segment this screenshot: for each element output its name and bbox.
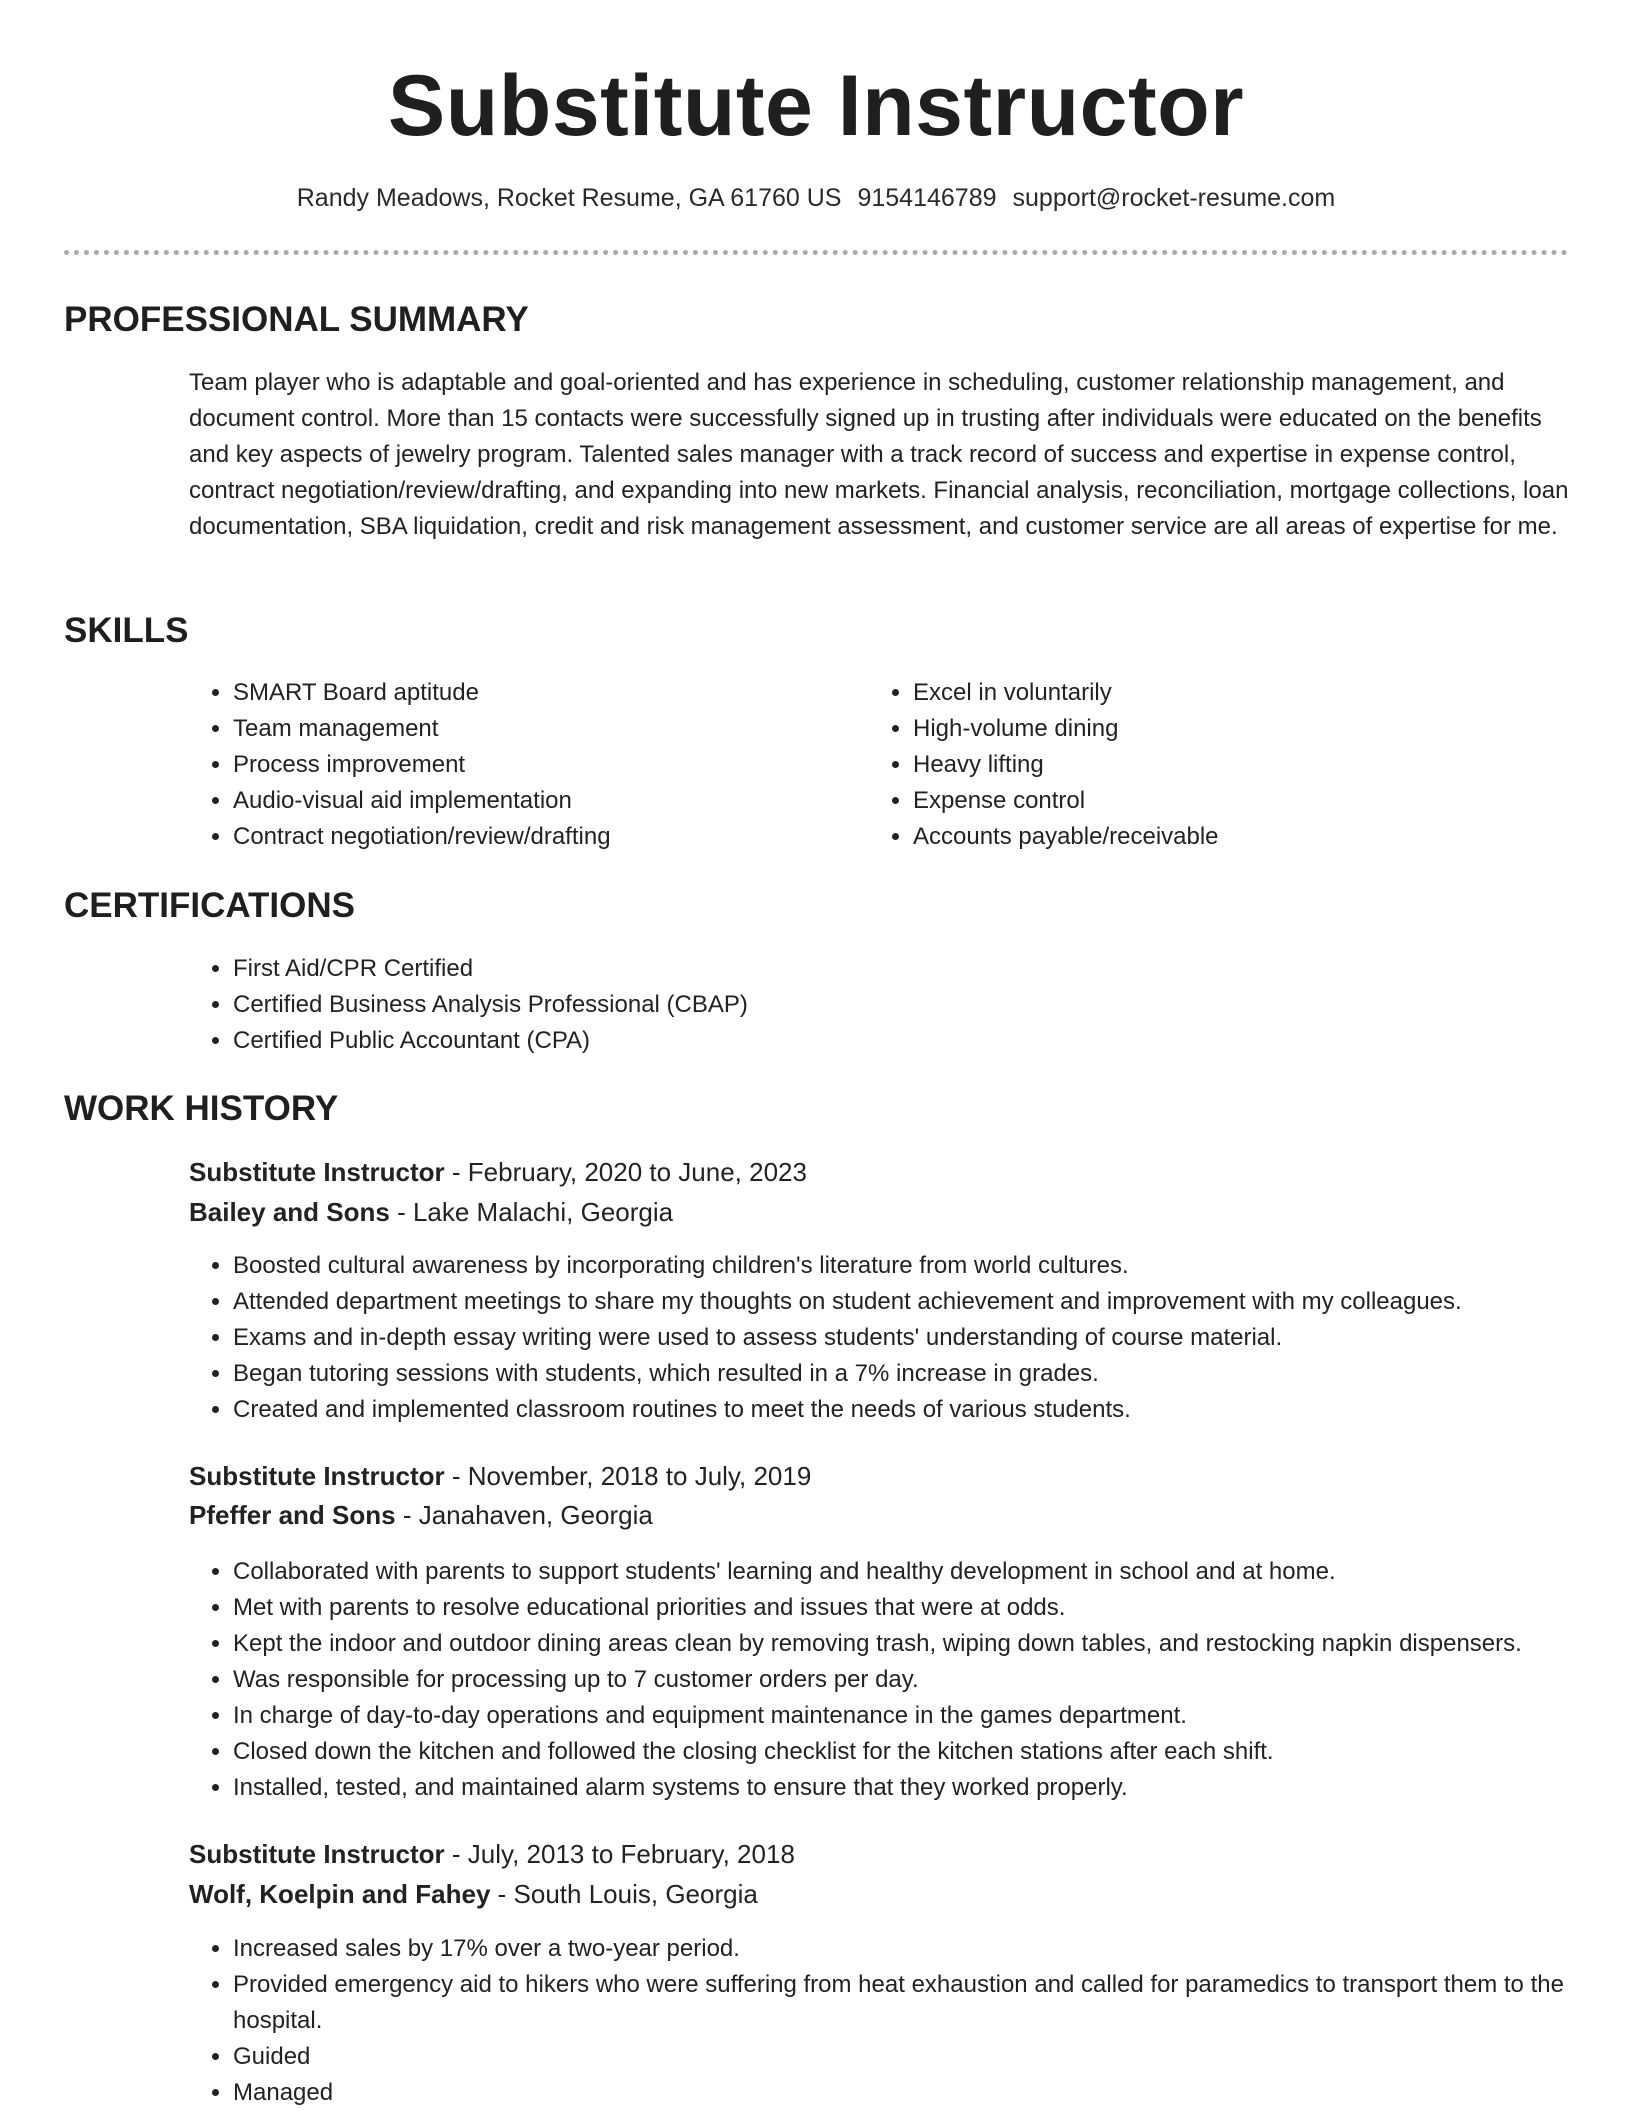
job-location: - South Louis, Georgia bbox=[490, 1879, 758, 1909]
list-item: • High-volume dining bbox=[913, 711, 1593, 747]
list-item: • Contract negotiation/review/drafting bbox=[233, 819, 853, 855]
job-bullets bbox=[189, 1248, 1613, 1428]
job-title-line bbox=[189, 1457, 1569, 1495]
list-item: • Met with parents to resolve educational priorities and issues that were at odds. bbox=[233, 1590, 1632, 1626]
skills-list-left bbox=[189, 675, 853, 855]
list-item: • Increased sales by 17% over a two-year period. bbox=[233, 1931, 1613, 1967]
job-company: Wolf, Koelpin and Fahey bbox=[189, 1879, 491, 1909]
contact-phone: 9154146789 bbox=[857, 184, 997, 212]
job-company: Pfeffer and Sons bbox=[189, 1500, 396, 1530]
resume-title: Substitute Instructor bbox=[387, 58, 1245, 154]
job-role: Substitute Instructor bbox=[189, 1157, 445, 1187]
list-item: • Guided bbox=[233, 2039, 1613, 2075]
contact-email: support@rocket-resume.com bbox=[1012, 184, 1336, 212]
list-item: • Kept the indoor and outdoor dining areas clean by removing trash, wiping down tables, and restocking napkin dispensers. bbox=[233, 1626, 1632, 1662]
header-divider bbox=[64, 250, 1568, 255]
list-item: • Boosted cultural awareness by incorporating children's literature from world cultures. bbox=[233, 1248, 1613, 1284]
list-item: • Team management bbox=[233, 711, 853, 747]
job-company-line bbox=[189, 1875, 1569, 1913]
certifications-list bbox=[189, 951, 1593, 1059]
list-item: • Certified Business Analysis Professional (CBAP) bbox=[233, 987, 1593, 1023]
job-company-line bbox=[189, 1496, 1569, 1534]
work-history-heading: WORK HISTORY bbox=[64, 1089, 339, 1128]
skills-list-right bbox=[869, 675, 1593, 855]
list-item: • Certified Public Accountant (CPA) bbox=[233, 1023, 1593, 1059]
list-item: • Attended department meetings to share my thoughts on student achievement and improvement with my colleagues. bbox=[233, 1284, 1613, 1320]
job-location: - Lake Malachi, Georgia bbox=[389, 1197, 674, 1227]
summary-text: Team player who is adaptable and goal-oriented and has experience in scheduling, customer relationship management, and document control. More than 15 contacts were successfully signed up in trusting after individuals were educated on the benefits and key aspects of jewelry program. Talented sales manager with a track record of success and expertise in expense control, contract negotiation/review/drafting, and expanding into new markets. Financial analysis, reconciliation, mortgage collections, loan documentation, SBA liquidation, credit and risk management assessment, and customer service are all areas of expertise for me. bbox=[189, 369, 1569, 540]
skills-heading: SKILLS bbox=[64, 611, 189, 650]
certifications-heading: CERTIFICATIONS bbox=[64, 886, 356, 925]
list-item: • Audio-visual aid implementation bbox=[233, 783, 853, 819]
job-dates: - November, 2018 to July, 2019 bbox=[444, 1461, 812, 1491]
job-title-line bbox=[189, 1153, 1569, 1191]
list-item: • Created and implemented classroom routines to meet the needs of various students. bbox=[233, 1392, 1613, 1428]
list-item: • Accounts payable/receivable bbox=[913, 819, 1593, 855]
job-bullets bbox=[189, 1554, 1632, 1806]
job-bullets bbox=[189, 1931, 1613, 2111]
list-item: • Was responsible for processing up to 7 customer orders per day. bbox=[233, 1662, 1632, 1698]
job-role: Substitute Instructor bbox=[189, 1461, 445, 1491]
list-item: • Provided emergency aid to hikers who were suffering from heat exhaustion and called for paramedics to transport them to the hospital. bbox=[233, 1967, 1613, 2039]
list-item: • Began tutoring sessions with students, which resulted in a 7% increase in grades. bbox=[233, 1356, 1613, 1392]
list-item: • Managed bbox=[233, 2075, 1613, 2111]
list-item: • Process improvement bbox=[233, 747, 853, 783]
summary-heading: PROFESSIONAL SUMMARY bbox=[64, 300, 529, 339]
list-item: • First Aid/CPR Certified bbox=[233, 951, 1593, 987]
list-item: • In charge of day-to-day operations and equipment maintenance in the games department. bbox=[233, 1698, 1632, 1734]
job-title-line bbox=[189, 1835, 1569, 1873]
list-item: • SMART Board aptitude bbox=[233, 675, 853, 711]
job-company-line bbox=[189, 1193, 1569, 1231]
list-item: • Heavy lifting bbox=[913, 747, 1593, 783]
job-dates: - July, 2013 to February, 2018 bbox=[444, 1839, 795, 1869]
list-item: • Expense control bbox=[913, 783, 1593, 819]
job-dates: - February, 2020 to June, 2023 bbox=[444, 1157, 807, 1187]
job-company: Bailey and Sons bbox=[189, 1197, 390, 1227]
contact-address: Randy Meadows, Rocket Resume, GA 61760 US bbox=[296, 184, 842, 212]
list-item: • Excel in voluntarily bbox=[913, 675, 1593, 711]
list-item: • Closed down the kitchen and followed the closing checklist for the kitchen stations after each shift. bbox=[233, 1734, 1632, 1770]
job-location: - Janahaven, Georgia bbox=[395, 1500, 653, 1530]
list-item: • Exams and in-depth essay writing were used to assess students' understanding of course material. bbox=[233, 1320, 1613, 1356]
contact-line bbox=[0, 180, 1632, 216]
job-role: Substitute Instructor bbox=[189, 1839, 445, 1869]
list-item: • Collaborated with parents to support students' learning and healthy development in school and at home. bbox=[233, 1554, 1632, 1590]
list-item: • Installed, tested, and maintained alarm systems to ensure that they worked properly. bbox=[233, 1770, 1632, 1806]
